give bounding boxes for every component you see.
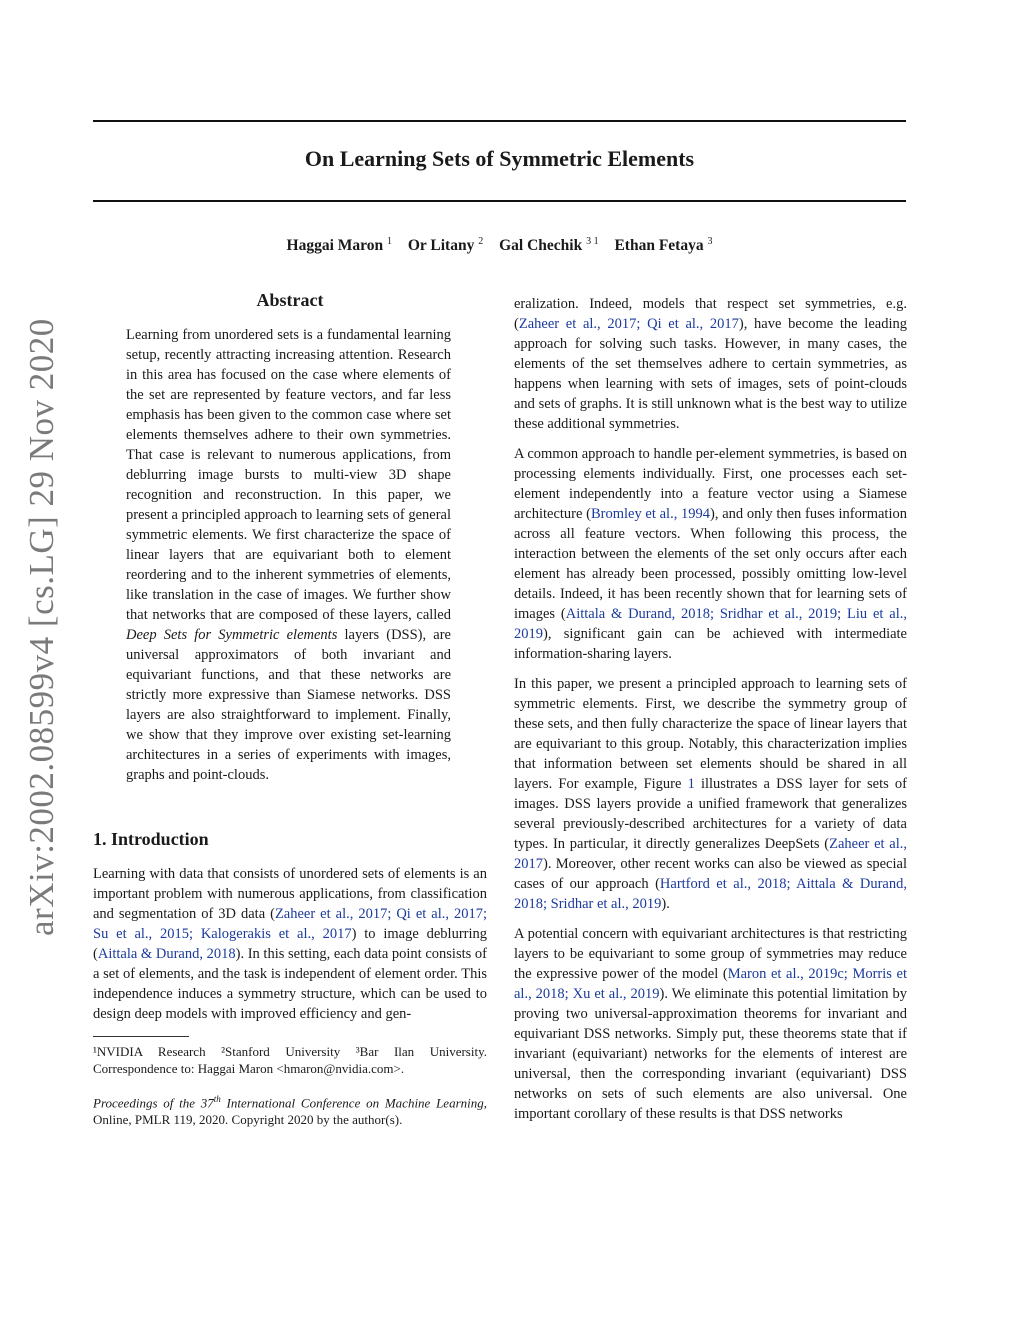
footnote-rule <box>93 1036 189 1037</box>
author-affiliation: 2 <box>478 236 484 247</box>
right-column <box>514 294 907 1134</box>
proceedings-note: Proceedings of the 37th International Conference on Machine Learning, Online, PMLR 119, 2020. Copyright 2020 by the author(s). <box>93 1094 487 1128</box>
title-top-rule <box>93 120 906 122</box>
abstract-body: Learning from unordered sets is a fundamental learning setup, recently attracting increasing attention. Research in this area has focused on the case where elements of the set are represented by feature vectors, and far less emphasis has been given to the common case where set elements themselves adhere to their own symmetries. That case is relevant to numerous applications, from deblurring image bursts to multi-view 3D shape recognition and reconstruction. In this paper, we present a principled approach to learning sets of general symmetric elements. We first characterize the space of linear layers that are equivariant both to element reordering and to the inherent symmetries of elements, like translation in the case of images. We further show that networks that are composed of these layers, called Deep Sets for Symmetric elements layers (DSS), are universal approximators of both invariant and equivariant functions, and that these networks are strictly more expressive than Siamese networks. DSS layers are also straightforward to implement. Finally, we show that they improve over existing set-learning architectures in a series of experiments with images, graphs and point-clouds. <box>126 327 451 783</box>
author-affiliation: 1 <box>387 236 392 247</box>
dss-term: Deep Sets for Symmetric elements <box>126 627 338 643</box>
body-paragraph: A potential concern with equivariant architectures is that restricting layers to be equivariant to some group of symmetries may reduce the expressive power of the model (Maron et al., 2019c; Morris et al., 2018; Xu et al., 2019). We eliminate this potential limitation by proving two universal-approximation theorems for invariant and equivariant DSS networks. Simply put, these theorems state that if invariant (equivariant) networks for the elements of interest are universal, then the corresponding invariant (equivariant) DSS networks on sets of such elements are also universal. One important corollary of these results is that DSS networks <box>514 926 908 1122</box>
author-affiliation: 3 <box>707 236 713 247</box>
body-paragraph: A common approach to handle per-element symmetries, is based on processing elements individually. First, one processes each set-element independently into a feature vector using a Siamese architecture (Bromley et al., 1994), and only then fuses information across all feature vectors. When following this process, the interaction between the elements of the set only occurs after each element has already been processed, possibly omitting low-level details. Indeed, it has been recently shown that for learning sets of images (Aittala & Durand, 2018; Sridhar et al., 2019; Liu et al., 2019), significant gain can be achieved with intermediate information-sharing layers. <box>514 446 907 662</box>
author-name: Ethan Fetaya <box>614 237 704 255</box>
title-bottom-rule <box>93 200 906 202</box>
citation-link[interactable]: Maron et al., 2019c; Morris et al., 2018; Xu et al., 2019 <box>514 966 908 1002</box>
left-column <box>93 290 487 1128</box>
citation-link[interactable]: Zaheer et al., 2017 <box>514 836 907 872</box>
citation-link[interactable]: Bromley et al., 1994 <box>590 506 711 522</box>
citation-link[interactable]: Aittala & Durand, 2018 <box>97 946 236 962</box>
author-affiliation: 3 1 <box>586 236 599 247</box>
abstract-heading: Abstract <box>256 290 324 310</box>
citation-link[interactable]: Hartford et al., 2018; Aittala & Durand, 2018; Sridhar et al., 2019 <box>514 876 907 912</box>
author-name: Gal Chechik <box>499 237 583 255</box>
citation-link[interactable]: Aittala & Durand, 2018; Sridhar et al., 2019; Liu et al., 2019 <box>514 606 907 642</box>
paper-title: On Learning Sets of Symmetric Elements <box>304 146 695 171</box>
citation-link[interactable]: Zaheer et al., 2017; Qi et al., 2017; Su et al., 2015; Kalogerakis et al., 2017 <box>93 906 487 942</box>
body-paragraph: In this paper, we present a principled approach to learning sets of symmetric elements. First, we describe the symmetry group of these sets, and then fully characterize the space of linear layers that are equivariant to this group. Notably, this characterization implies that information between set elements should be shared in all layers. For example, Figure 1 illustrates a DSS layer for sets of images. DSS layers provide a unified framework that generalizes several previously-described architectures for a variety of data types. In particular, it directly generalizes DeepSets (Zaheer et al., 2017). Moreover, other recent works can also be viewed as special cases of our approach (Hartford et al., 2018; Aittala & Durand, 2018; Sridhar et al., 2019). <box>514 676 907 912</box>
body-paragraph: eralization. Indeed, models that respect set symmetries, e.g. (Zaheer et al., 2017; Qi et al., 2017), have become the leading approach for solving such tasks. However, in many cases, the elements of the set themselves adhere to certain symmetries, as happens when learning with sets of images, sets of point-clouds and sets of graphs. It is still unknown what is the best way to utilize these additional symmetries. <box>514 296 907 432</box>
affiliation-footnote: ¹NVIDIA Research ²Stanford University ³Bar Ilan University. Correspondence to: Haggai Maron <hmaron@nvidia.com>. <box>93 1044 487 1076</box>
citation-link[interactable]: Zaheer et al., 2017; Qi et al., 2017 <box>518 316 739 332</box>
author-name: Or Litany <box>407 237 475 255</box>
intro-paragraph: Learning with data that consists of unordered sets of elements is an important problem with numerous applications, from classification and segmentation of 3D data (Zaheer et al., 2017; Qi et al., 2017; Su et al., 2015; Kalogerakis et al., 2017) to image deblurring (Aittala & Durand, 2018). In this setting, each data point consists of a set of elements, and the task is independent of element order. This independence induces a symmetry structure, which can be used to design deep models with improved efficiency and gen- <box>93 866 488 1022</box>
arxiv-side-stamp: arXiv:2002.08599v4 [cs.LG] 29 Nov 2020 <box>22 318 61 936</box>
figure-reference-link[interactable]: 1 <box>687 776 695 792</box>
author-list <box>93 236 906 255</box>
introduction-heading: 1. Introduction <box>93 829 209 849</box>
author-name: Haggai Maron <box>286 237 384 255</box>
